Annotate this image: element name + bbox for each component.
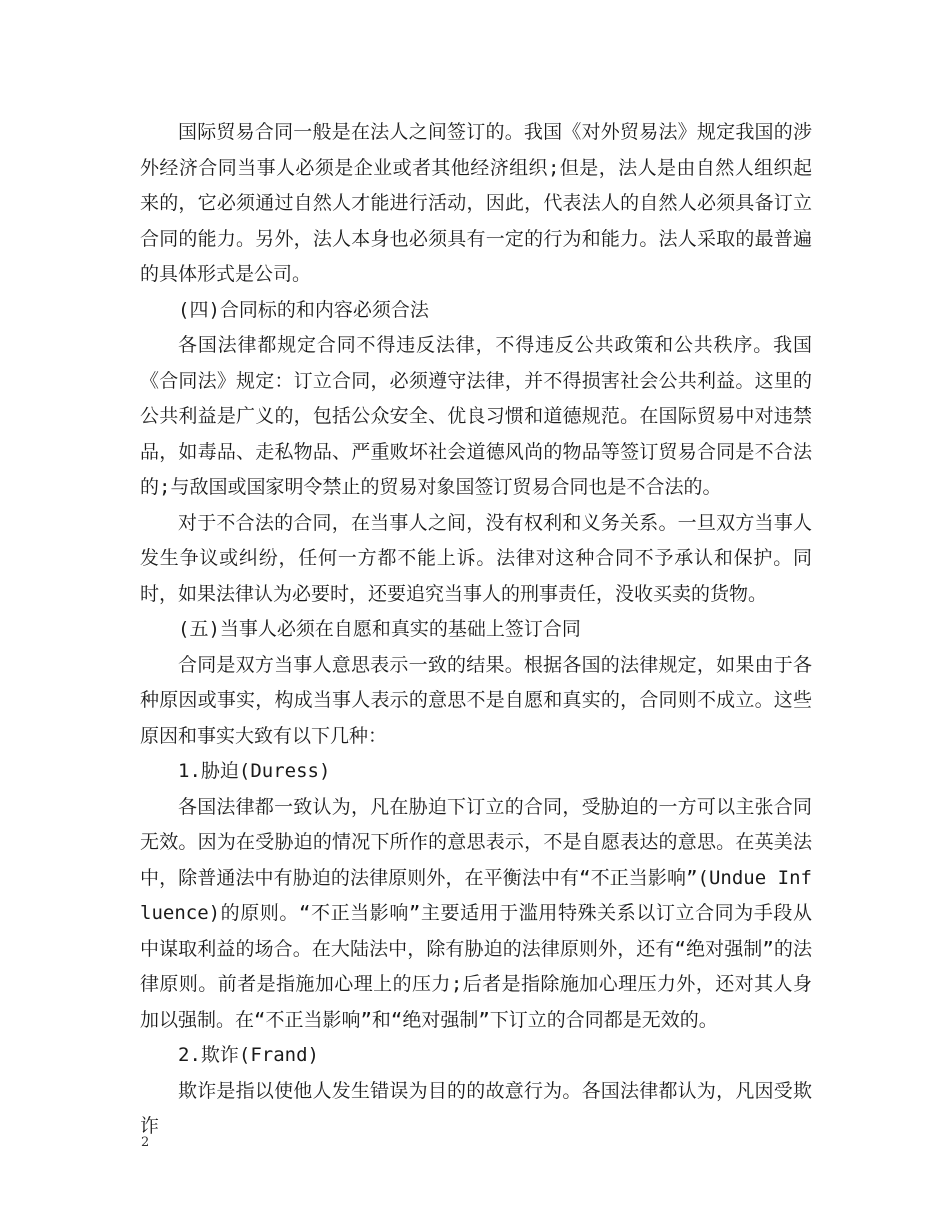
paragraph-unlawful-contract: 对于不合法的合同，在当事人之间，没有权利和义务关系。一旦双方当事人发生争议或纠纷，任何一方都不能上诉。法律对这种合同不予承认和保护。同时，如果法律认为必要时，还要追究当事人的刑事责任，没收买卖的货物。 [140, 511, 812, 605]
section-heading-lawful-content: (四)合同标的和内容必须合法 [178, 298, 429, 321]
paragraph-voluntary-genuine: 合同是双方当事人意思表示一致的结果。根据各国的法律规定，如果由于各种原因或事实，构成当事人表示的意思不是自愿和真实的，合同则不成立。这些原因和事实大致有以下几种： [140, 653, 812, 747]
paragraph-duress: 各国法律都一致认为，凡在胁迫下订立的合同，受胁迫的一方可以主张合同无效。因为在受胁迫的情况下所作的意思表示，不是自愿表达的意思。在英美法中，除普通法中有胁迫的法律原则外，在平衡法中有“不正当影响”(Undue Influence)的原则。“不正当影响”主要适用于滥用特殊关系以订立合同为手段从中谋取利益的场合。在大陆法中，除有胁迫的法律原则外，还有“绝对强制”的法律原则。前者是指施加心理上的压力;后者是指除施加心理压力外，还对其人身加以强制。在“不正当影响”和“绝对强制”下订立的合同都是无效的。 [140, 795, 812, 1031]
paragraph-legal-persons: 国际贸易合同一般是在法人之间签订的。我国《对外贸易法》规定我国的涉外经济合同当事人必须是企业或者其他经济组织;但是，法人是由自然人组织起来的，它必须通过自然人才能进行活动，因此，代表法人的自然人必须具备订立合同的能力。另外，法人本身也必须具有一定的行为和能力。法人采取的最普遍的具体形式是公司。 [140, 121, 812, 285]
subheading-duress: 1.胁迫(Duress) [178, 760, 331, 782]
document-body [140, 115, 812, 1145]
page-number: 2 [141, 1135, 150, 1150]
section-heading-voluntary-genuine: (五)当事人必须在自愿和真实的基础上签订合同 [178, 618, 581, 640]
paragraph-lawful-content: 各国法律都规定合同不得违反法律，不得违反公共政策和公共秩序。我国《合同法》规定：订立合同，必须遵守法律，并不得损害社会公共利益。这里的公共利益是广义的，包括公众安全、优良习惯和道德规范。在国际贸易中对违禁品，如毒品、走私物品、严重败坏社会道德风尚的物品等签订贸易合同是不合法的;与敌国或国家明令禁止的贸易对象国签订贸易合同也是不合法的。 [140, 334, 812, 498]
paragraph-fraud: 欺诈是指以使他人发生错误为目的的故意行为。各国法律都认为，凡因受欺诈 [140, 1079, 812, 1137]
subheading-fraud: 2.欺诈(Frand) [178, 1044, 319, 1066]
